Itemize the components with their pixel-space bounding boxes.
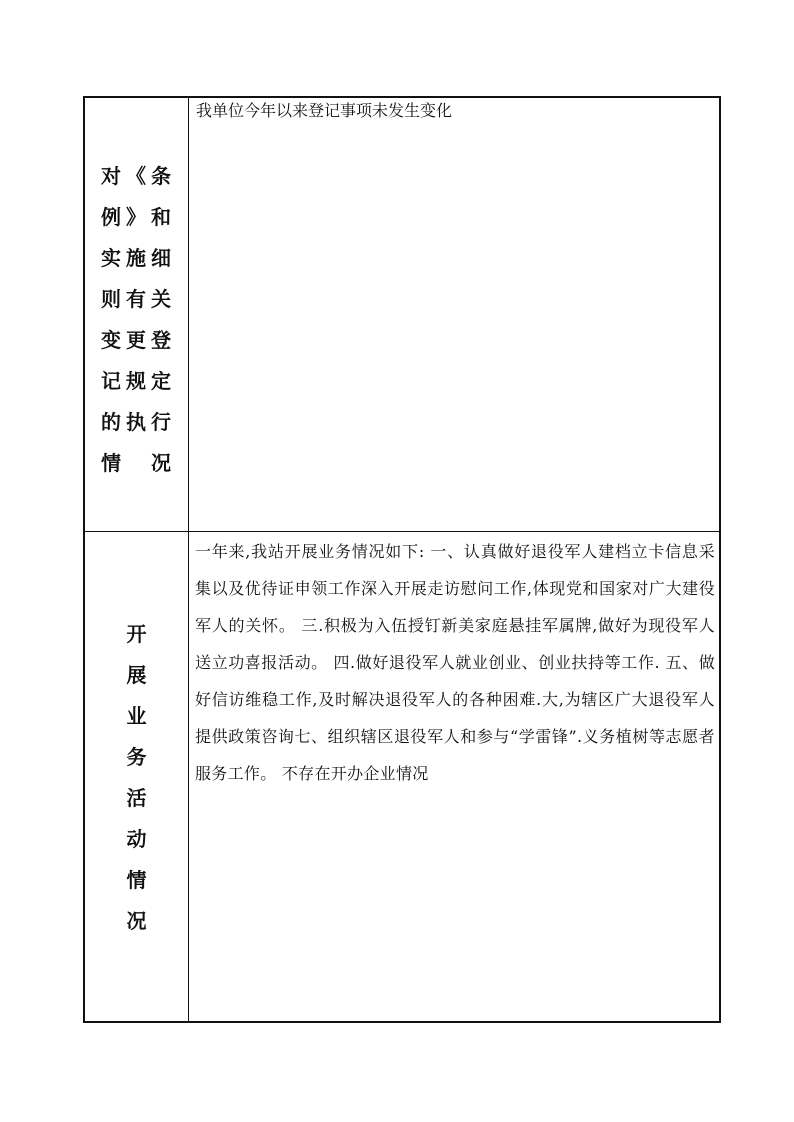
row-content-cell [189,532,719,1023]
table-row-business-activities [85,532,719,1023]
table-row-registration-changes [85,98,719,532]
label-char: 开 [126,622,147,646]
label-char: 业 [126,704,147,728]
row-label-cell [85,98,189,531]
label-char: 况 [126,909,147,933]
registration-changes-text: 我单位今年以来登记事项未发生变化 [196,101,453,120]
row-label-registration-changes: 对《条例》和实施细则有关变更登记规定的执行情 况 [101,164,173,475]
label-char: 务 [126,745,147,769]
row-label-cell [85,532,189,1023]
label-char: 展 [126,663,147,687]
label-char: 动 [126,827,147,851]
business-activities-text: 一年来,我站开展业务情况如下: 一、认真做好退役军人建档立卡信息采集以及优待证申领工作深入开展走访慰问工作,体现党和国家对广大建役军人的关怀。 三.积极为入伍授钉新美家庭悬挂军属牌,做好为现役军人送立功喜报活动。 四.做好退役军人就业创业、创业扶持等工作. 五、做好信访维稳工作,及时解决退役军人的各种困难.大,为辖区广大退役军人提供政策咨询七、组织辖区退役军人和参与“学雷锋”.义务植树等志愿者服务工作。 不存在开办企业情况 [195,542,715,783]
label-char: 情 [126,868,147,892]
label-char: 活 [126,786,147,810]
report-form-table [83,96,721,1023]
row-label-business-activities [85,614,188,942]
row-content-cell [189,98,719,531]
